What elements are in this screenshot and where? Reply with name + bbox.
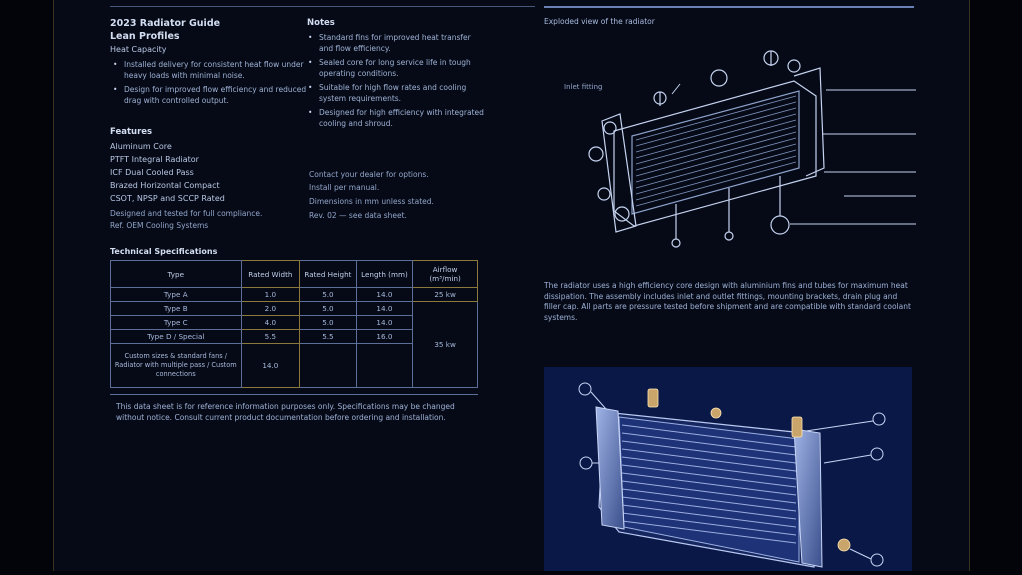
figure-caption: Exploded view of the radiator (544, 17, 655, 26)
cell: 5.5 (241, 330, 300, 344)
radiator-render-panel (544, 367, 912, 571)
note-line: Rev. 02 — see data sheet. (309, 211, 407, 220)
cell: 16.0 (356, 330, 413, 344)
cell: 14.0 (356, 288, 413, 302)
note-line: Contact your dealer for options. (309, 170, 429, 179)
cell: Custom sizes & standard fans / Radiator with multiple pass / Custom connections (111, 344, 242, 388)
description-paragraph: The radiator uses a high efficiency core design with aluminium fins and tubes for maximum heat dissipation. The assembly includes inlet and outlet fittings, mounting brackets, drain plug and filler cap. All parts are pressure tested before shipment and are compatible with standard coolant systems. (544, 281, 911, 322)
subhead: Heat Capacity (110, 45, 167, 54)
features-note: Designed and tested for full compliance. (110, 209, 263, 218)
cell: 14.0 (356, 302, 413, 316)
right-column (544, 0, 916, 571)
list-item: • Installed delivery for consistent heat flow under heavy loads with minimal noise. (110, 60, 310, 81)
cell: 14.0 (356, 316, 413, 330)
specs-label: Technical Specifications (110, 247, 218, 256)
feature-item: PTFT Integral Radiator (110, 155, 199, 164)
cell-merged: 35 kw (413, 302, 478, 388)
note-line: Install per manual. (309, 183, 380, 192)
col-header: Rated Width (241, 261, 300, 288)
notes-column (305, 0, 485, 260)
notes-bullets (305, 33, 485, 133)
cell (356, 344, 413, 388)
col-header: Type (111, 261, 242, 288)
table-header-row (111, 261, 478, 288)
note-line: Dimensions in mm unless stated. (309, 197, 434, 206)
spec-table (110, 260, 478, 388)
cell: 14.0 (241, 344, 300, 388)
radiator-render-image (544, 367, 912, 571)
feature-item: ICF Dual Cooled Pass (110, 168, 194, 177)
cell: Type A (111, 288, 242, 302)
cell: Type B (111, 302, 242, 316)
features-note-2: Ref. OEM Cooling Systems (110, 221, 209, 230)
list-item: • Sealed core for long service life in tough operating conditions. (305, 58, 485, 79)
cell: 4.0 (241, 316, 300, 330)
footnote-paragraph: This data sheet is for reference information purposes only. Specifications may be changed without notice. Consult current product documentation before ordering and installation. (116, 402, 455, 422)
list-item: • Designed for high efficiency with integrated cooling and shroud. (305, 108, 485, 129)
cell: Type C (111, 316, 242, 330)
cell (300, 344, 357, 388)
list-item: • Standard fins for improved heat transfer and flow efficiency. (305, 33, 485, 54)
col-header: Airflow (m³/min) (413, 261, 478, 288)
cell: 5.0 (300, 302, 357, 316)
col-header: Rated Height (300, 261, 357, 288)
cell: 25 kw (413, 288, 478, 302)
cell: 5.0 (300, 316, 357, 330)
heading-subtitle: Lean Profiles (110, 31, 180, 42)
list-item: • Design for improved flow efficiency and reduced drag with controlled output. (110, 85, 310, 106)
feature-item: CSOT, NPSP and SCCP Rated (110, 194, 225, 203)
top-rule-right (544, 6, 914, 8)
callout-label: Inlet fitting (564, 83, 603, 91)
cell: Type D / Special (111, 330, 242, 344)
cell: 1.0 (241, 288, 300, 302)
document-page (53, 0, 970, 571)
heading-title: 2023 Radiator Guide (110, 18, 221, 29)
cell: 2.0 (241, 302, 300, 316)
col-header: Length (mm) (356, 261, 413, 288)
table-bottom-rule (110, 394, 478, 395)
radiator-line-drawing (544, 36, 916, 256)
table-row (111, 288, 478, 302)
feature-item: Aluminum Core (110, 142, 172, 151)
table-row (111, 302, 478, 316)
feature-item: Brazed Horizontal Compact (110, 181, 220, 190)
notes-heading: Notes (307, 18, 335, 28)
cell: 5.5 (300, 330, 357, 344)
features-label: Features (110, 127, 153, 137)
cell: 5.0 (300, 288, 357, 302)
list-item: • Suitable for high flow rates and cooling system requirements. (305, 83, 485, 104)
bullet-list-a (110, 60, 310, 110)
